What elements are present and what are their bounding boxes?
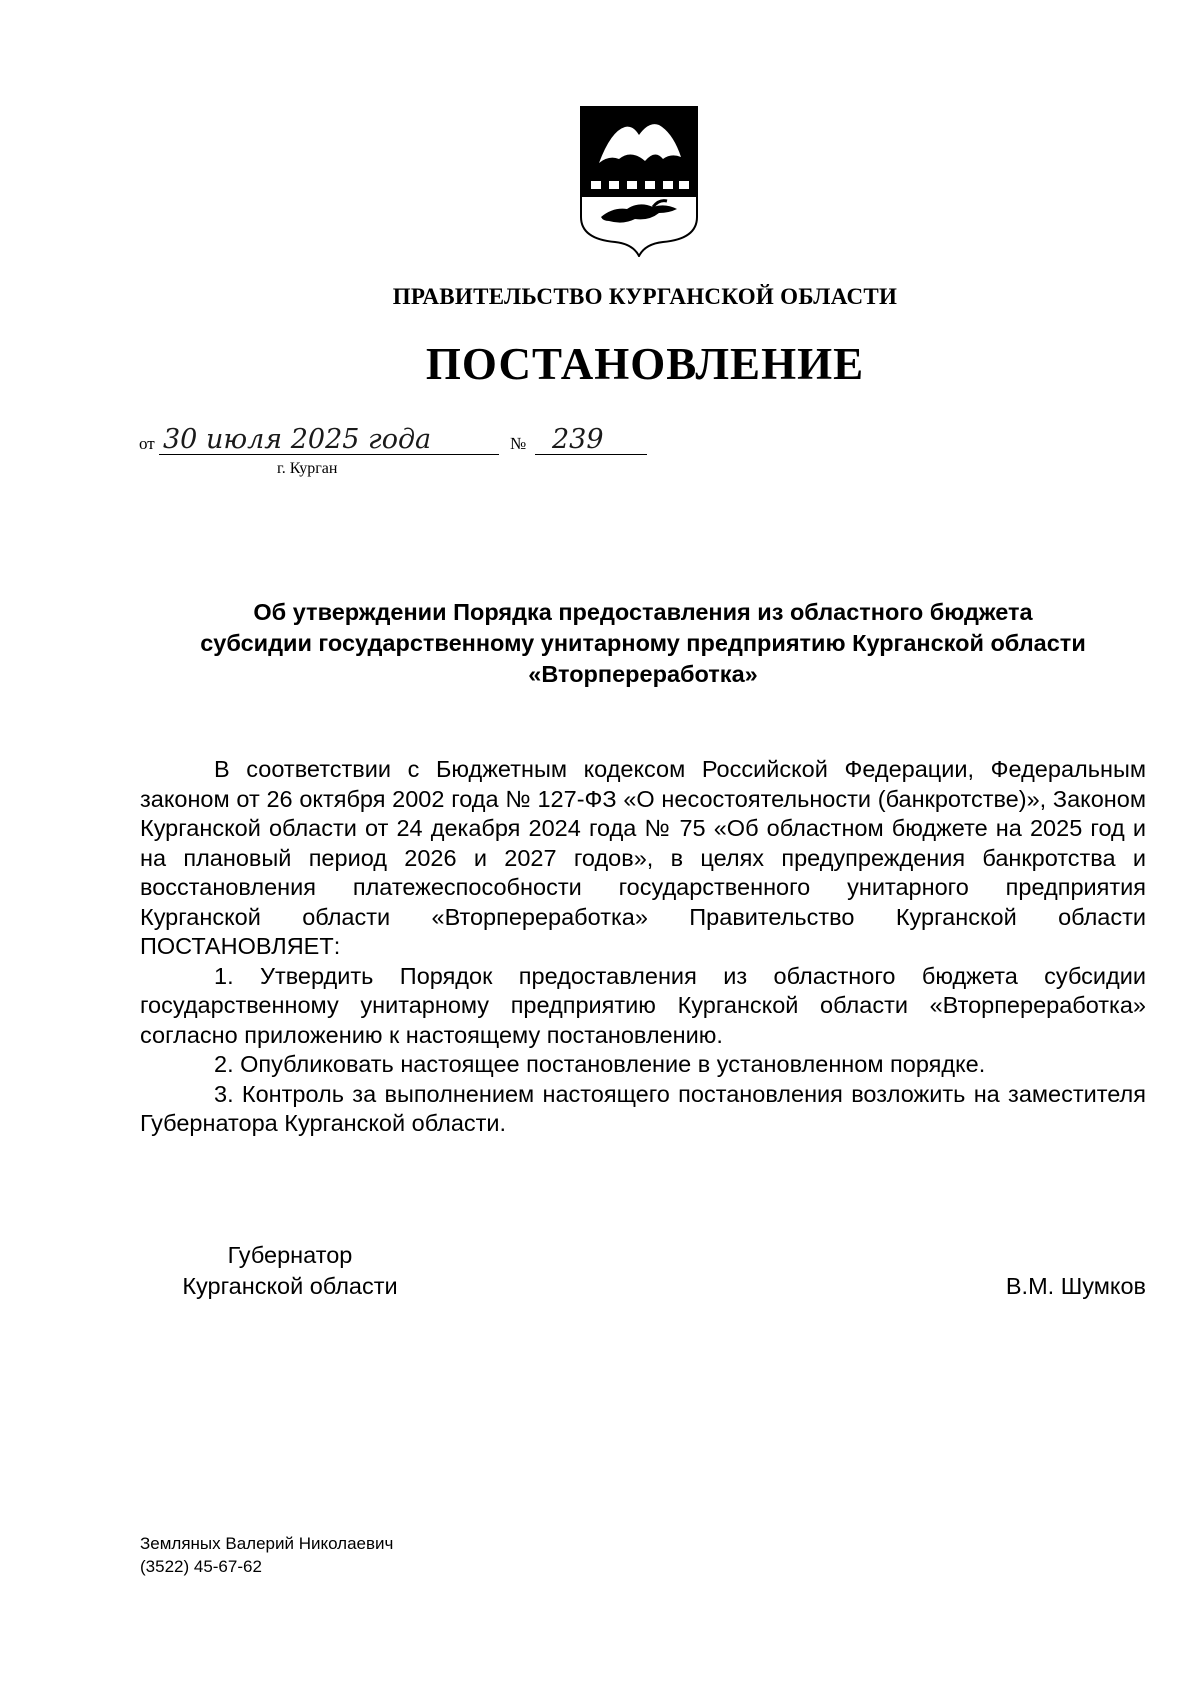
title-line: «Вторпереработка»: [528, 661, 758, 687]
date-prefix-label: от: [139, 434, 155, 453]
handwritten-number: 239: [552, 424, 604, 455]
clause-2-paragraph: 2. Опубликовать настоящее постановление в установленном порядке.: [214, 1051, 986, 1077]
clause-1-paragraph: 1. Утвердить Порядок предоставления из областного бюджета субсидии государственному унитарному предприятию Курганской области «Вторпереработка» согласно приложению к настоящему постановлению.: [140, 962, 1146, 1048]
organization-name: ПРАВИТЕЛЬСТВО КУРГАНСКОЙ ОБЛАСТИ: [392, 284, 898, 309]
signatory-position: [140, 1240, 440, 1302]
document-body: [140, 755, 1146, 1139]
contact-phone: (3522) 45-67-62: [140, 1557, 262, 1576]
clause-3-paragraph: 3. Контроль за выполнением настоящего постановления возложить на заместителя Губернатора Курганской области.: [140, 1080, 1146, 1136]
coat-of-arms-emblem: [579, 105, 699, 257]
signatory-position-line: Губернатор: [227, 1242, 353, 1268]
document-title: [140, 597, 1146, 690]
document-type-heading: ПОСТАНОВЛЕНИЕ: [425, 339, 865, 389]
contact-block: [140, 1532, 393, 1578]
title-line: субсидии государственному унитарному предприятию Курганской области: [200, 630, 1086, 656]
city-label: г. Курган: [277, 460, 338, 477]
signatory-name: В.М. Шумков: [1005, 1273, 1146, 1299]
preamble-paragraph: В соответствии с Бюджетным кодексом Российской Федерации, Федеральным законом от 26 октября 2002 года № 127-ФЗ «О несостоятельности (банкротстве)», Законом Курганской области от 24 декабря 2024 года № 75 «Об областном бюджете на 2025 год и на плановый период 2026 и 2027 годов», в целях предупреждения банкротства и восстановления платежеспособности государственного унитарного предприятия Курганской области «Вторпереработка» Правительство Курганской области ПОСТАНОВЛЯЕТ:: [140, 756, 1146, 959]
title-line: Об утверждении Порядка предоставления из областного бюджета: [253, 599, 1033, 625]
number-label: №: [510, 434, 527, 453]
date-number-line: [137, 420, 657, 477]
handwritten-date: 30 июля 2025 года: [163, 424, 432, 455]
signatory-position-line: Курганской области: [182, 1273, 398, 1299]
contact-name: Земляных Валерий Николаевич: [140, 1534, 394, 1553]
